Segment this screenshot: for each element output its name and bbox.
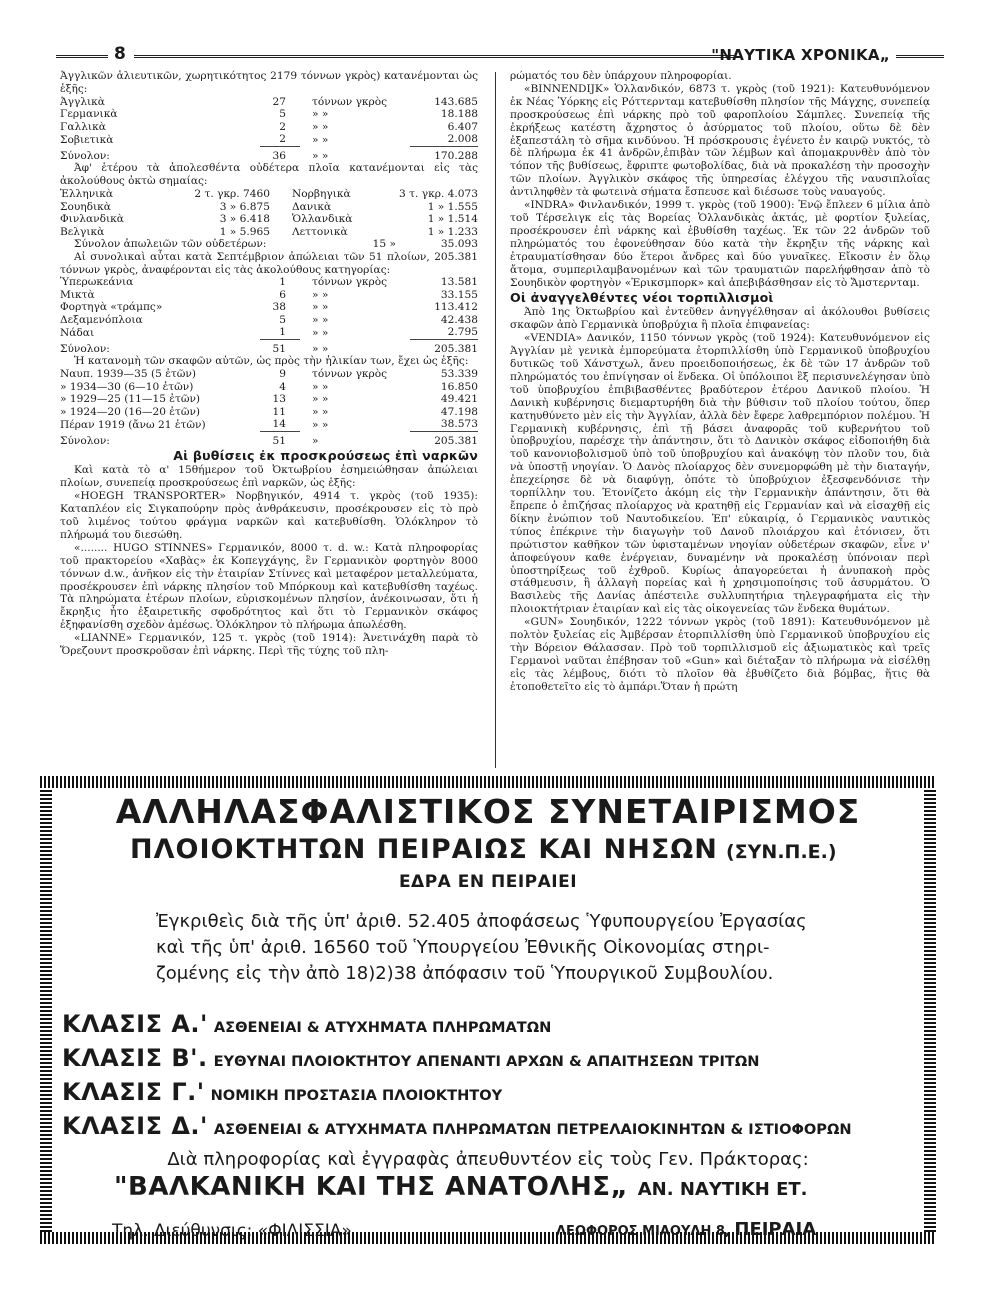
table-row [60,314,478,327]
flag-count: 3 τ. γκρ. 4.073 [399,188,478,201]
table-row [60,238,478,251]
row-unit: » » [312,120,329,133]
table-row [60,213,478,226]
flag-count: 1 » 1.233 [427,225,478,238]
table-row [60,418,478,431]
right-column [510,70,930,694]
row-count: 13 [272,393,286,406]
row-unit: » » [312,342,329,355]
ad-class-b [62,1044,759,1072]
agent-name: "ΒΑΛΚΑΝΙΚΗ ΚΑΙ ΤΗΣ ΑΝΑΤΟΛΗΣ„ [114,1172,629,1202]
table-row [60,226,478,239]
table-row [60,301,478,314]
article-paragraph: «........ HUGO STINNES» Γερμανικόν, 8000 τ. d. w.: Κατὰ πληροφορίας τοῦ πρακτορείου «Χαβὰς» ἐκ Κοπεγχάγης, ἓν Γερμανικὸν φορτηγὸν 8000 τόννων d.w., ἀνῆκον εἰς τὴν ἑταιρίαν Στίννες καὶ μεταφέρον μεταλλεύματα, προσέκρουσεν ἐπὶ νάρκης πλησίον τοῦ Μπόρκουμ καὶ κατεβυθίσθη ταχέως. Τὰ πληρώματα ἑτέρων πλοίων, εὑρισκομένων πλησίον, ἀνέκοινωσαν, ὅτι ἡ ἔκρηξις ἦτο ἐξαιρετικῆς σφοδρότητος καὶ ὅτι τὸ Γερμανικὸν σκάφος ἐξηφανίσθη σχεδὸν ἀμέσως. Ὁλόκληρον τὸ πλήρωμα ἀπωλέσθη. [60,541,478,632]
row-count: 38 [272,301,286,314]
row-label: » 1924—20 (16—20 ἐτῶν) [60,405,201,418]
ad-class-a [62,1010,551,1038]
section-heading-mines: Αἱ βυθίσεις ἐκ προσκρούσεως ἐπὶ ναρκῶν [173,448,478,464]
row-unit: τόννων γκρὸς [312,368,388,381]
flag-count: 1 » 1.555 [427,200,478,213]
class-label: ΚΛΑΣΙΣ Α.' [62,1010,208,1038]
total-count: 15 » [372,238,396,251]
total-row [60,146,478,162]
ad-info-line: Διὰ πληροφορίας καὶ ἐγγραφὰς ἀπευθυντέον εἰς τοὺς Γεν. Πράκτορας: [167,1149,809,1170]
torpedo-articles [510,306,930,693]
row-label: Ὑπερωκεάνια [60,276,134,289]
age-paragraph: Ἡ κατανομὴ τῶν σκαφῶν αὐτῶν, ὡς πρὸς τὴν ἡλικίαν των, ἔχει ὡς ἑξῆς: [74,355,469,368]
article-paragraph: «LIANNE» Γερμανικόν, 125 τ. γκρὸς (τοῦ 1914): Ἀνετινάχθη παρὰ τὸ Ὅρεζουντ προσκροῦσαν ἐπὶ νάρκης. Περὶ τῆς τύχης τοῦ πλη- [60,632,478,658]
flag-name: Λεττονικὰ [292,225,348,238]
row-count: 51 [272,434,286,447]
header-rule-middle [134,55,734,58]
row-tonnage: 13.581 [440,276,478,289]
row-tonnage: 205.381 [434,342,478,355]
ad-border-top [40,776,936,788]
flag-name: Δανικὰ [292,200,332,213]
neutral-paragraph: Ἀφ' ἑτέρου τὰ ἀπολεσθέντα οὐδέτερα πλοῖα κατανέμονται εἰς τὰς ἀκολούθους ὀκτὼ σημαίας: [60,162,478,188]
row-unit: » » [312,108,329,121]
table-row [60,201,478,214]
row-tonnage: 205.381 [434,434,478,447]
row-count: 1 [260,326,300,339]
row-label: Γαλλικὰ [60,120,106,133]
legal-line: ζομένης εἰς τὴν ἀπὸ 18)2)38 ἀπόφασιν τοῦ Ὑπουργικοῦ Συμβουλίου. [156,963,774,984]
article-paragraph: «INDRA» Φινλανδικόν, 1999 τ. γκρὸς (τοῦ 1900): Ἐνῷ ἔπλεεν 6 μίλια ἀπὸ τοῦ Τέρσελιγκ εἰς τὰς Βορείας Ὁλλανδικὰς ἀκτάς, μὲ φορτίον ξυλείας, προσέκρουσεν ἐπὶ νάρκης καὶ ἐβυθίσθη ταχέως. Ἐκ τῶν 22 ἀνδρῶν τοῦ πληρώματός του ἐφονεύθησαν δύο κατὰ τὴν ἔκρηξιν τῆς νάρκης καὶ ἐτραυματίσθησαν δύο ἕτεροι ἄνδρες καὶ δύο γυναῖκες. Εἴκοσιν ἐν ὅλῳ ἄτομα, συμπεριλαμβανομένων καὶ τῶν τραυματιῶν παρελήφθησαν ἀπὸ τὸ Σουηδικὸν φορτηγὸν «Ἐρικσμπορκ» καὶ ἀπεβιβάσθησαν εἰς τὸ Ἄμστερνταμ. [510,199,930,289]
ad-seat: ΕΔΡΑ ΕΝ ΠΕΙΡΑΙΕΙ [398,872,578,892]
class-label: ΚΛΑΣΙΣ Δ.' [62,1112,208,1140]
legal-line: Ἐγκριθεὶς διὰ τῆς ὑπ' ἀριθ. 52.405 ἀποφάσεως Ὑφυπουργείου Ἐργασίας [156,911,807,932]
ad-telegraph-address: Τηλ. Διεύθυνσις: «ΦΙΛΙΣΣΙΑ» [112,1221,352,1241]
page-number: 8 [114,44,126,64]
article-paragraph: «VENDIA» Δανικόν, 1150 τόννων γκρὸς (τοῦ 1924): Κατευθυνόμενον εἰς Ἀγγλίαν μὲ γενικὰ ἐμπορεύματα ἐτορπιλλίσθη ὑπὸ Γερμανικοῦ ὑποβρυχίου δυτικῶς τοῦ Χάνστχωλ, ἄνευ προειδοποιήσεως, ἐκ δὲ τῶν 17 ἀνδρῶν τοῦ πληρώματός του ἐπνίγησαν οἱ ἕνδεκα. Οἱ ὑπόλοιποι ἓξ περισυνελέγησαν ὑπὸ τοῦ ὑποβρυχίου ἐπιβιβασθέντες βραδύτερον ἑτέρου Δανικοῦ πλοίου. Ἡ Δανικὴ κυβέρνησις διεμαρτυρήθη διὰ τὴν βύθισιν τοῦ πλοίου τούτου, ὅπερ κατηυθύνετο μὲν εἰς τὴν Ἀγγλίαν, ἀλλὰ δὲν ἔφερε λαθρεμπόριον πολέμου. Ἡ Γερμανικὴ κυβέρνησις, ἐπὶ τῇ βάσει ἀναφορᾶς τοῦ κυβερνήτου τοῦ ὑποβρυχίου, παρέσχε τὴν ἀπάντησιν, ὅτι τὸ Δανικὸν σκάφος εἰδοποιήθη διὰ τοῦ κανονιοβολισμοῦ ὑπὸ τοῦ ὑποβρυχίου καὶ ἀνακόψῃ τὸν πλοῦν του, διὰ νὰ ὑποστῇ νηογίαν. Ὁ Δανὸς πλοίαρχος δὲν συνεμορφώθη μὲ τὴν διαταγήν, ἐπεχείρησε δὲ νὰ διαφύγῃ, ὁπότε τὸ ὑποβρύχιον ἐξεσφενδόνισε τὴν τορπίλλην του. Ἐτονίζετο ἀκόμη εἰς τὴν Γερμανικὴν ἀπάντησιν, ὅτι θὰ ἔπρεπε ὁ ἐπιζήσας πλοίαρχος νὰ κρατηθῇ εἰς Γερμανίαν καὶ νὰ εἰσαχθῇ εἰς δίκην ἐνώπιον τοῦ Ναυτοδικείου. Ἐπ' εὐκαιρίᾳ, ὁ Γερμανικὸς ναυτικὸς τύπος ἐπέκρινε τὴν διαγωγὴν τοῦ Δανοῦ πλοιάρχου καὶ ἐτόνισεν, ὅτι πρώτιστον καθῆκον τῶν ὑφισταμένων νηογίαν οὐδετέρων σκαφῶν, εἶνε ν' ἀποφεύγουν καθε ἐνέργειαν, δυναμένην νὰ προκαλέσῃ ὑπόνοιαν περὶ ὑποστηρίξεως τοῦ ἐχθροῦ. Κυρίως ἀπαγορεύεται ἡ ἀνυπακοὴ πρὸς στάθμευσιν, ἢ ἀλλαγὴ πορείας καὶ ἡ χρησιμοποίησις τοῦ ἀσυρμάτου. Ὁ Βασιλεὺς τῆς Δανίας ἀπέστειλε συλλυπητήρια τηλεγραφήματα εἰς τὴν πλοιοκτήτριαν ἑταιρίαν καὶ εἰς τὰς οἰκογενείας τῶν ἕνδεκα θυμάτων. [510,332,930,616]
article-paragraph: «GUN» Σουηδικόν, 1222 τόννων γκρὸς (τοῦ 1891): Κατευθυνόμενον μὲ πολτὸν ξυλείας εἰς Ἀμβέρσαν ἐτορπιλλίσθη ὑπὸ Γερμανικοῦ ὑποβρυχίου εἰς τὴν Βόρειον Θάλασσαν. Πρὸ τοῦ τορπιλλισμοῦ εἰς ἀξιωματικὸς καὶ τρεῖς Γερμανοὶ ναῦται ἐπέβησαν τοῦ «Gun» καὶ διέταξαν τὸ πλήρωμα νὰ εἰσέλθῃ εἰς τὰς λέμβους, διότι τὸ πλοῖον θὰ ἐβυθίζετο διὰ βόμβας, ἥτις θὰ ἐτοποθετεῖτο εἰς τὸ ἀμπάρι.Ὅταν ἡ πρώτη [510,616,930,693]
row-count: 6 [279,288,286,301]
row-unit: » » [312,405,329,418]
table-row [60,381,478,394]
article-paragraph: «BINNENDIJK» Ὁλλανδικόν, 6873 τ. γκρὸς (τοῦ 1921): Κατευθυνόμενον ἐκ Νέας Ὑόρκης εἰς Ρόττερνταμ κατεβυθίσθη πλησίον τῆς Μάγχης, συνεπείᾳ προσκρούσεως ἐπὶ νάρκης πρὸ τοῦ φαροπλοίου Σάμπλες. Συνεπείᾳ τῆς ἐκρήξεως κατέστη ἄχρηστος ὁ ἀσύρματος τοῦ πλοίου, οὕτω δὲ δὲν ἐξαπεστάλη τὸ σῆμα κινδύνου. Ἡ πρόσκρουσις ἐγένετο ἐν καιρῷ νυκτός, τὸ δὲ πλήρωμα ἐκ 41 ἀνδρῶν,ἐπιβὰν τῶν λέμβων καὶ ἀπομακρυνθὲν ἀπὸ τὸν τόπον τῆς βυθίσεως, ἔφριπτε φωτοβολίδας, διὰ νὰ προκαλέσῃ τὴν προσοχὴν τῶν πλοίων. Ἀγγλικὸν σκάφος τῆς ὑπηρεσίας ἐλέγχου τῆς ναυσιπλοΐας ἀντιληφθὲν τὰ φωτεινὰ σήματα ἔσπευσε καὶ διέσωσε τοὺς ναυαγούς. [510,82,930,199]
column-divider [495,72,496,768]
row-count: 14 [260,418,300,431]
row-label: » 1929—25 (11—15 ἐτῶν) [60,393,201,406]
total-tonnage: 35.093 [440,238,478,251]
row-count: 51 [272,342,286,355]
flag-name: Βελγικὰ [60,225,105,238]
article-paragraph: Ἀπὸ 1ης Ὀκτωβρίου καὶ ἐντεῦθεν ἀνηγγέλθησαν αἱ ἀκόλουθοι βυθίσεις σκαφῶν ἀπὸ Γερμανικὰ ὑποβρύχια ἢ πλοῖα ἐπιφανείας: [510,306,930,332]
total-label: Σύνολον ἀπωλειῶν τῶν οὐδετέρων: [74,238,267,251]
insurance-advertisement [40,776,936,1244]
age-table [60,368,478,447]
flag-count: 3 » 6.875 [219,200,270,213]
row-tonnage: 42.438 [440,313,478,326]
row-unit: » » [312,288,329,301]
table-row [60,393,478,406]
row-unit: τόννων γκρὸς [312,95,388,108]
row-tonnage: 6.407 [447,120,478,133]
table-row [60,368,478,381]
row-tonnage: 53.339 [440,368,478,381]
journal-title: "ΝΑΥΤΙΚΑ ΧΡΟΝΙΚΑ„ [711,46,890,64]
row-count: 9 [279,368,286,381]
header-rule-right [896,55,944,58]
row-unit: » » [312,149,329,162]
flag-count: 1 » 1.514 [427,213,478,226]
row-unit: » » [312,380,329,393]
row-tonnage: 47.198 [440,405,478,418]
class-text: ΑΣΘΕΝΕΙΑΙ & ΑΤΥΧΗΜΑΤΑ ΠΛΗΡΩΜΑΤΩΝ ΠΕΤΡΕΛΑΙΟΚΙΝΗΤΩΝ & ΙΣΤΙΟΦΟΡΩΝ [213,1121,852,1138]
table-row [60,121,478,134]
class-text: ΝΟΜΙΚΗ ΠΡΟΣΤΑΣΙΑ ΠΛΟΙΟΚΤΗΤΟΥ [210,1087,503,1104]
flag-count: 3 » 6.418 [219,213,270,226]
ad-abbreviation: (ΣΥΝ.Π.Ε.) [726,841,837,863]
ad-address [556,1219,816,1240]
row-label: Πέραν 1919 (ἄνω 21 ἐτῶν) [60,418,206,431]
row-tonnage: 143.685 [434,95,478,108]
page-header [56,44,944,66]
row-label: Σοβιετικὰ [60,133,114,146]
row-label: Δεξαμενόπλοια [60,313,143,326]
ad-agent [114,1172,808,1202]
ad-legal-text [156,909,836,987]
street: ΛΕΩΦΟΡΟΣ ΜΙΑΟΥΛΗ 8, [556,1224,730,1239]
row-unit: » » [312,133,329,146]
row-label: Φορτηγὰ «τράμπς» [60,301,163,314]
flag-name: Σουηδικὰ [60,200,111,213]
row-unit: » [312,434,319,447]
row-tonnage: 113.412 [434,301,478,314]
table-row [60,188,478,201]
neutral-flags-table [60,188,478,238]
row-count: 36 [272,149,286,162]
ad-title: ΑΛΛΗΛΑΣΦΑΛΙΣΤΙΚΟΣ ΣΥΝΕΤΑΙΡΙΣΜΟΣ [115,792,861,831]
table-row [60,289,478,302]
total-row [60,431,478,447]
row-label: Σύνολον: [60,149,110,162]
mines-articles [60,464,478,658]
row-tonnage: 38.573 [410,418,478,431]
ad-class-c [62,1078,502,1106]
ad-subtitle: ΠΛΟΙΟΚΤΗΤΩΝ ΠΕΙΡΑΙΩΣ ΚΑΙ ΝΗΣΩΝ [130,834,718,865]
article-paragraph: ρώματός του δὲν ὑπάρχουν πληροφορίαι. [510,70,732,82]
agent-suffix: ΑΝ. ΝΑΥΤΙΚΗ ΕΤ. [637,1179,808,1200]
row-tonnage: 16.850 [440,380,478,393]
class-label: ΚΛΑΣΙΣ Β'. [62,1044,208,1072]
row-count: 4 [279,380,286,393]
flag-name: Ὁλλανδικὰ [292,213,353,226]
row-label: Ἀγγλικὰ [60,95,105,108]
row-unit: » » [312,301,329,314]
table-row [60,406,478,419]
row-unit: τόννων γκρὸς [312,276,388,289]
intro-paragraph: Ἀγγλικῶν ἁλιευτικῶν, χωρητικότητος 2179 τόννων γκρὸς) κατανέμονται ὡς ἑξῆς: [60,70,478,95]
row-label: » 1934—30 (6—10 ἐτῶν) [60,380,194,393]
row-label: Γερμανικὰ [60,108,118,121]
row-count: 2 [279,120,286,133]
row-count: 11 [272,405,286,418]
row-label: Μικτὰ [60,288,95,301]
row-count: 2 [260,133,300,146]
row-tonnage: 18.188 [440,108,478,121]
row-unit: » » [312,418,329,431]
row-unit: » » [312,393,329,406]
city: ΠΕΙΡΑΙΑ [734,1219,817,1240]
row-count: 1 [279,276,286,289]
table-row [60,96,478,109]
class-text: ΕΥΘΥΝΑΙ ΠΛΟΙΟΚΤΗΤΟΥ ΑΠΕΝΑΝΤΙ ΑΡΧΩΝ & ΑΠΑΙΤΗΣΕΩΝ ΤΡΙΤΩΝ [213,1053,760,1070]
table-row [60,276,478,289]
ship-articles [510,70,930,289]
row-tonnage: 49.421 [440,393,478,406]
total-row [60,339,478,355]
table-row [60,133,478,146]
categories-paragraph: Αἱ συνολικαὶ αὗται κατὰ Σεπτέμβριον ἀπώλειαι τῶν 51 πλοίων, 205.381 τόννων γκρὸς, ἀναφέρονται εἰς τὰς ἀκολούθους κατηγορίας: [60,250,478,276]
table-row [60,326,478,339]
flag-name: Φινλανδικὰ [60,213,124,226]
row-label: Νάδαι [60,326,95,339]
neutral-total [60,238,478,251]
left-column [60,70,478,658]
row-count: 5 [279,313,286,326]
table-row [60,108,478,121]
row-tonnage: 170.288 [434,149,478,162]
article-paragraph: Καὶ κατὰ τὸ α' 15θήμερον τοῦ Ὀκτωβρίου ἐσημειώθησαν ἀπώλειαι πλοίων, συνεπείᾳ προσκρούσεως ἐπὶ ναρκῶν, ὡς ἑξῆς: [60,464,478,490]
row-unit: » » [312,326,329,339]
ad-class-d [62,1112,852,1140]
row-tonnage: 33.155 [440,288,478,301]
class-label: ΚΛΑΣΙΣ Γ.' [62,1078,205,1106]
flag-count: 2 τ. γκρ. 7460 [194,188,270,201]
row-unit: » » [312,313,329,326]
flags-table-british [60,96,478,163]
header-rule-left [56,55,108,58]
flag-name: Ἑλληνικὰ [60,188,114,201]
flag-name: Νορβηγικὰ [292,188,351,201]
row-tonnage: 2.008 [410,133,478,146]
row-label: Ναυπ. 1939—35 (5 ἐτῶν) [60,368,196,381]
row-count: 27 [272,95,286,108]
row-label: Σύνολον: [60,342,110,355]
row-label: Σύνολον: [60,434,110,447]
article-paragraph: «HOEGH TRANSPORTER» Νορβηγικόν, 4914 τ. γκρὸς (τοῦ 1935): Καταπλέον εἰς Σιγκαπούρην πρὸς ἀνθράκευσιν, προσέκρουσεν εἰς τὸ πρὸ τοῦ λιμένος τούτου φράγμα ναρκῶν καὶ κατεβυθίσθη. Ὁλόκληρον τὸ πλήρωμά του διεσώθη. [60,490,478,541]
legal-line: καὶ τῆς ὑπ' ἀριθ. 16560 τοῦ Ὑπουργείου Ἐθνικῆς Οἰκονομίας στηρι- [156,937,770,958]
class-text: ΑΣΘΕΝΕΙΑΙ & ΑΤΥΧΗΜΑΤΑ ΠΛΗΡΩΜΑΤΩΝ [213,1019,552,1036]
row-tonnage: 2.795 [410,326,478,339]
row-count: 5 [279,108,286,121]
section-heading-torpedoes: Οἱ ἀναγγελθέντες νέοι τορπιλλισμοὶ [510,290,774,306]
flag-count: 1 » 5.965 [219,225,270,238]
categories-table [60,276,478,355]
